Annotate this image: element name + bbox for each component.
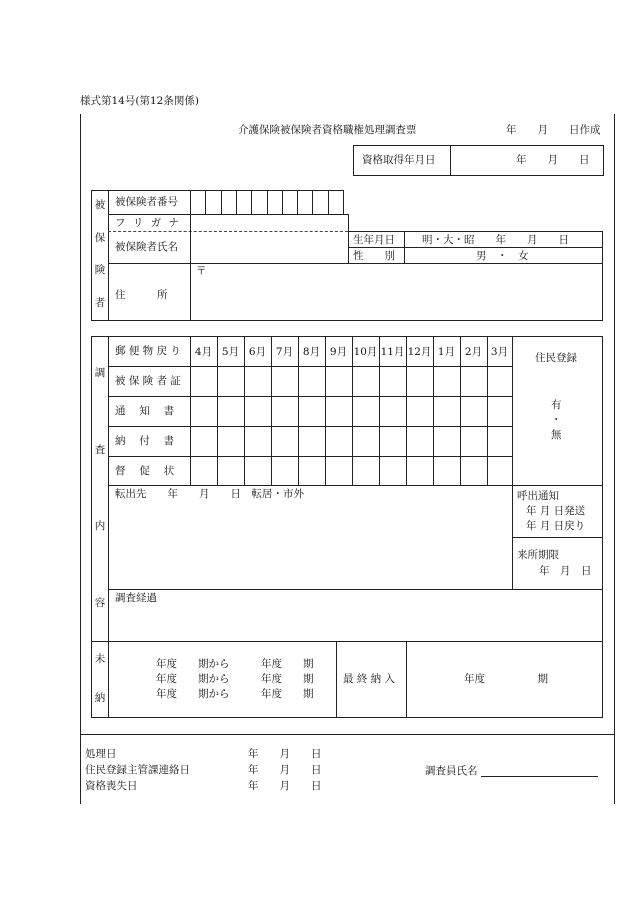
unpaid-side-char: 納: [94, 692, 106, 704]
survey-row-line: [108, 426, 513, 427]
digit-box-divider: [328, 190, 329, 215]
frame-right-line: [614, 114, 615, 734]
insured-number-label: 被保険者番号: [115, 196, 178, 208]
unpaid-side-char: 未: [94, 653, 106, 665]
moved-bottom: [108, 589, 602, 590]
survey-side-char: 内: [94, 520, 106, 532]
frame-left-line: [80, 114, 81, 734]
acquisition-label: 資格取得年月日: [362, 154, 436, 166]
survey-col-line: [379, 336, 380, 486]
insured-side-char: 保: [94, 232, 106, 244]
survey-side-char: 調: [94, 367, 106, 379]
summons-bottom: [512, 537, 602, 538]
insured-side-char: 険: [94, 264, 106, 276]
visit-label: 来所期限: [517, 549, 559, 561]
frame-left-line-lower: [80, 734, 81, 804]
frame-right-line-lower: [614, 734, 615, 804]
survey-col-line: [460, 336, 461, 486]
resident-dot: ・: [551, 414, 562, 426]
survey-label-divider: [108, 336, 109, 642]
investigator-label: 調査員氏名: [425, 765, 478, 777]
date-created: 年 月 日作成: [506, 124, 601, 136]
sex-value: 男 ・ 女: [476, 250, 529, 262]
birth-row-bottom: [348, 247, 603, 248]
loss-date-value: 年 月 日: [248, 780, 322, 792]
digit-box-divider: [251, 190, 252, 215]
survey-col-line: [433, 336, 434, 486]
survey-right-divider: [512, 336, 513, 589]
insured-name-label: 被保険者氏名: [115, 241, 178, 253]
survey-col-line: [271, 336, 272, 486]
month-header: 7月: [275, 346, 294, 358]
process-date-value: 年 月 日: [248, 748, 322, 760]
survey-row-line: [108, 396, 513, 397]
month-header: 11月: [380, 346, 405, 358]
month-header: 1月: [437, 346, 456, 358]
address-label-divider: [190, 263, 191, 320]
month-header: 4月: [194, 346, 213, 358]
process-date-label: 処理日: [85, 748, 117, 760]
survey-col-line: [217, 336, 218, 486]
month-header: 12月: [407, 346, 432, 358]
digit-box-divider: [221, 190, 222, 215]
loss-date-label: 資格喪失日: [85, 780, 138, 792]
digit-box-divider: [312, 190, 313, 215]
contact-date-label: 住民登録主管課連絡日: [85, 764, 190, 776]
month-header: 8月: [302, 346, 321, 358]
name-label-divider: [190, 190, 191, 264]
insured-side-char: 被: [94, 199, 106, 211]
insured-label-divider: [108, 190, 109, 320]
survey-row-line: [108, 366, 513, 367]
month-header: 9月: [329, 346, 348, 358]
survey-col-line: [298, 336, 299, 486]
survey-col-line: [352, 336, 353, 486]
resident-no: 無: [551, 429, 562, 441]
acquisition-divider: [450, 145, 451, 175]
month-header: 10月: [353, 346, 378, 358]
unpaid-row-3: 年度 期から 年度 期: [156, 688, 314, 700]
sex-label: 性 別: [353, 250, 395, 262]
address-top: [108, 263, 603, 264]
digit-box-divider: [236, 190, 237, 215]
month-header: 2月: [464, 346, 483, 358]
frame-divider-line: [80, 734, 615, 735]
digit-box-divider: [205, 190, 206, 215]
survey-row-label: 通 知 書: [115, 405, 175, 417]
moved-to: 転出先 年 月 日 転居・市外: [115, 488, 304, 500]
postal-mark: 〒: [196, 265, 207, 277]
contact-date-value: 年 月 日: [248, 764, 322, 776]
unpaid-final-right: [406, 641, 407, 718]
final-payment-label: 最 終 納 入: [343, 673, 396, 685]
summons-sent: 年 月 日発送: [526, 505, 586, 517]
survey-side-char: 容: [94, 597, 106, 609]
survey-col-line: [406, 336, 407, 486]
digit-box-divider: [267, 190, 268, 215]
insured-bottom: [91, 320, 603, 321]
address-label: 住 所: [115, 289, 168, 301]
summons-label: 呼出通知: [517, 490, 559, 502]
survey-col-line: [487, 336, 488, 486]
survey-col-line: [244, 336, 245, 486]
month-header: 3月: [490, 346, 509, 358]
birth-label: 生年月日: [353, 234, 395, 246]
unpaid-row-2: 年度 期から 年度 期: [156, 673, 314, 685]
digit-box-divider: [297, 190, 298, 215]
unpaid-row-1: 年度 期から 年度 期: [156, 658, 314, 670]
furigana-right: [348, 214, 349, 232]
survey-row-label: 納 付 書: [115, 435, 175, 447]
resident-yes: 有: [551, 399, 562, 411]
month-header: 5月: [221, 346, 240, 358]
birth-value: 明・大・昭 年 月 日: [422, 234, 569, 246]
digit-box-divider: [282, 190, 283, 215]
form-number: 様式第14号(第12条関係): [80, 95, 199, 107]
survey-row-line: [108, 456, 513, 457]
survey-col-line: [190, 336, 191, 486]
unpaid-label-divider: [108, 641, 109, 718]
resident-label: 住民登録: [535, 352, 577, 364]
final-payment-value: 年度 期: [464, 673, 548, 685]
summons-returned: 年 月 日戻り: [526, 520, 586, 532]
survey-side-char: 査: [94, 444, 106, 456]
month-header: 6月: [248, 346, 267, 358]
insured-side-char: 者: [94, 297, 106, 309]
acquisition-value: 年 月 日: [516, 154, 590, 166]
visit-value: 年 月 日: [539, 565, 592, 577]
survey-row-label: 督 促 状: [115, 465, 175, 477]
survey-grid-bottom: [108, 485, 602, 486]
number-row-right: [343, 190, 344, 215]
insured-right: [602, 231, 603, 320]
survey-col-line: [325, 336, 326, 486]
investigator-signature-line: [481, 776, 598, 777]
survey-row-label: 郵 便 物 戻 り: [115, 345, 181, 357]
survey-row-label: 被 保 険 者 証: [115, 375, 181, 387]
furigana-dash: [108, 231, 348, 232]
progress-label: 調査経過: [115, 592, 157, 604]
birth-label-divider: [404, 231, 405, 264]
birth-row-top: [348, 231, 603, 232]
unpaid-final-left: [336, 641, 337, 718]
furigana-label: フ リ ガ ナ: [115, 217, 182, 229]
form-title: 介護保険被保険者資格職権処理調査票: [238, 124, 417, 136]
insured-top: [91, 190, 344, 191]
name-right: [348, 231, 349, 264]
